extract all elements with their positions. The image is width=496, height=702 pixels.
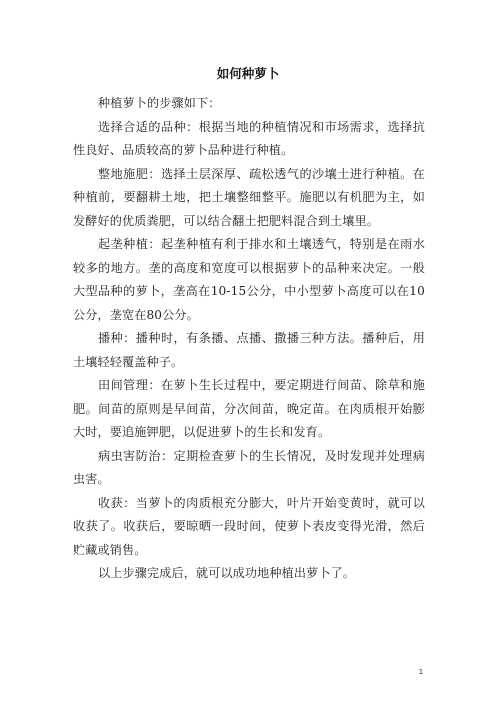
page-number: 1 bbox=[418, 668, 424, 676]
document-body bbox=[73, 92, 425, 586]
paragraph-ridge-planting: 起垄种植：起垄种植有利于排水和土壤透气，特别是在雨水较多的地方。垄的高度和宽度可以根据萝卜的品种来决定。一般大型品种的萝卜，垄高在10-15公分，中小型萝卜高度可以在10公分，垄宽在80公分。 bbox=[73, 237, 425, 322]
paragraph-pest-control: 病虫害防治：定期检查萝卜的生长情况，及时发现并处理病虫害。 bbox=[73, 448, 425, 486]
paragraph-variety: 选择合适的品种：根据当地的种植情况和市场需求，选择抗性良好、品质较高的萝卜品种进行种植。 bbox=[73, 119, 425, 157]
paragraph-harvest: 收获：当萝卜的肉质根充分膨大，叶片开始变黄时，就可以收获了。收获后，要晾晒一段时间，使萝卜表皮变得光滑，然后贮藏或销售。 bbox=[73, 495, 425, 557]
paragraph-field-management: 田间管理：在萝卜生长过程中，要定期进行间苗、除草和施肥。间苗的原则是早间苗，分次间苗，晚定苗。在肉质根开始膨大时，要追施钾肥，以促进萝卜的生长和发育。 bbox=[73, 378, 425, 439]
paragraph-intro: 种植萝卜的步骤如下： bbox=[98, 96, 221, 110]
paragraph-sowing: 播种：播种时，有条播、点播、撒播三种方法。播种后，用土壤轻轻覆盖种子。 bbox=[73, 331, 425, 369]
page-title: 如何种萝卜 bbox=[216, 66, 280, 81]
paragraph-soil-prep: 整地施肥：选择土层深厚、疏松透气的沙壤土进行种植。在种植前，要翻耕土地，把土壤整细整平。施肥以有机肥为主，如发酵好的优质粪肥，可以结合翻土把肥料混合到土壤里。 bbox=[73, 166, 425, 228]
paragraph-conclusion: 以上步骤完成后，就可以成功地种植出萝卜了。 bbox=[98, 566, 356, 580]
